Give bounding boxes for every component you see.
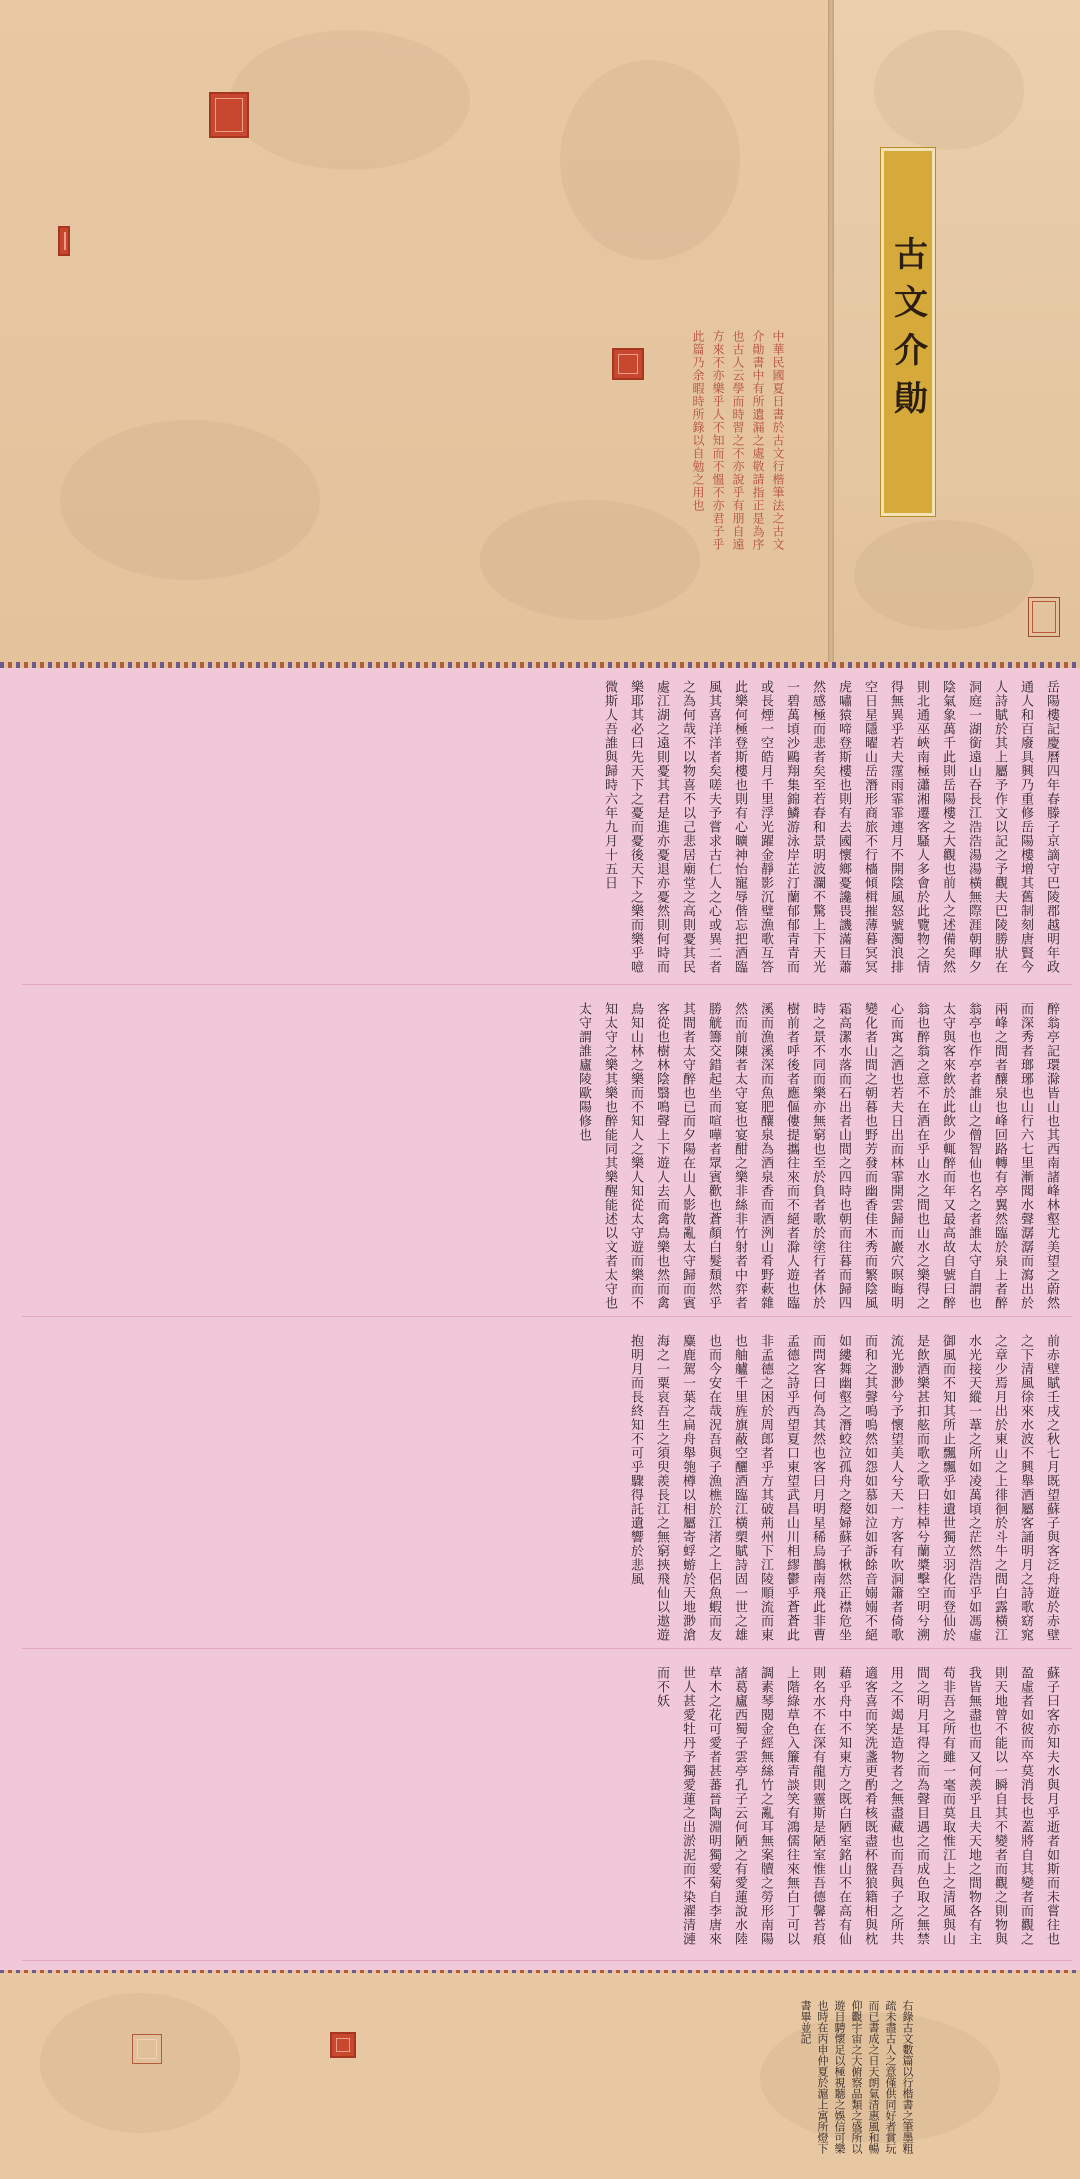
seal-stamp-outline — [1028, 597, 1060, 637]
red-seal-stamp — [330, 2032, 356, 2058]
panel-text: 前赤壁賦壬戌之秋七月既望蘇子與客泛舟遊於赤壁之下清風徐來水波不興舉酒屬客誦明月之詩歌窈窕之章少焉月出於東山之上徘徊於斗牛之間白露橫江水光接天縱一葦之所如凌萬頃之茫然浩浩乎如馮虛御風而不知其所止飄飄乎如遺世獨立羽化而登仙於是飲酒樂甚扣舷而歌之歌曰桂棹兮蘭槳擊空明兮溯流光渺渺兮予懷望美人兮天一方客有吹洞簫者倚歌而和之其聲嗚嗚然如怨如慕如泣如訴餘音嫋嫋不絕如縷舞幽壑之潛蛟泣孤舟之嫠婦蘇子愀然正襟危坐而問客曰何為其然也客曰月明星稀烏鵲南飛此非曹孟德之詩乎西望夏口東望武昌山川相繆鬱乎蒼蒼此非孟德之困於周郎者乎方其破荊州下江陵順流而東也舳艫千里旌旗蔽空釃酒臨江橫槊賦詩固一世之雄也而今安在哉況吾與子漁樵於江渚之上侶魚蝦而友麋鹿駕一葉之扁舟舉匏樽以相屬寄蜉蝣於天地渺滄海之一粟哀吾生之須臾羨長江之無窮挾飛仙以遨遊抱明月而長終知不可乎驟得託遺響於悲風 — [628, 1334, 1059, 1642]
scroll-panel-4 — [22, 1660, 1072, 1961]
red-seal-stamp — [58, 226, 70, 256]
paper-stain — [560, 60, 740, 260]
paper-stain — [874, 30, 1024, 150]
scroll-panel-3 — [22, 1328, 1072, 1649]
scroll-panel-1 — [22, 674, 1072, 985]
red-seal-stamp — [209, 92, 249, 138]
seal-stamp-outline — [132, 2034, 162, 2064]
panel-text: 岳陽樓記慶曆四年春滕子京謫守巴陵郡越明年政通人和百廢具興乃重修岳陽樓增其舊制刻唐賢今人詩賦於其上屬予作文以記之予觀夫巴陵勝狀在洞庭一湖銜遠山吞長江浩浩湯湯橫無際涯朝暉夕陰氣象萬千此則岳陽樓之大觀也前人之述備矣然則北通巫峽南極瀟湘遷客騷人多會於此覽物之情得無異乎若夫霪雨霏霏連月不開陰風怒號濁浪排空日星隱曜山岳潛形商旅不行檣傾楫摧薄暮冥冥虎嘯猿啼登斯樓也則有去國懷鄉憂讒畏譏滿目蕭然感極而悲者矣至若春和景明波瀾不驚上下天光一碧萬頃沙鷗翔集錦鱗游泳岸芷汀蘭郁郁青青而或長煙一空皓月千里浮光躍金靜影沉璧漁歌互答此樂何極登斯樓也則有心曠神怡寵辱偕忘把酒臨風其喜洋洋者矣嗟夫予嘗求古仁人之心或異二者之為何哉不以物喜不以己悲居廟堂之高則憂其民處江湖之遠則憂其君是進亦憂退亦憂然則何時而樂耶其必曰先天下之憂而憂後天下之樂而樂乎噫微斯人吾誰與歸時六年九月十五日 — [602, 680, 1059, 974]
intro-calligraphy: 中華民國夏日書於古文行楷筆法之古文介勛書中有所遺漏之處敬請指正是為序也古人云學而時習之不亦說乎有朋自遠方來不亦樂乎人不知而不慍不亦君子乎此篇乃余暇時所錄以自勉之用也 — [691, 330, 785, 551]
title-panel — [834, 0, 1080, 668]
colophon-calligraphy: 右錄古文數篇以行楷書之筆墨粗疏未盡古人之意僅供同好者賞玩而已書成之日天朗氣清惠風和暢仰觀宇宙之大俯察品類之盛所以遊目騁懷足以極視聽之娛信可樂也時在丙申仲夏於滬上寓所燈下書畢並記 — [799, 2000, 914, 2154]
title-strip — [881, 148, 935, 516]
calligraphy-scroll — [0, 668, 1080, 1973]
paper-stain — [230, 30, 470, 170]
scroll-title: 古文介勛 — [887, 236, 928, 428]
paper-stain — [854, 520, 1034, 630]
panel-text: 蘇子曰客亦知夫水與月乎逝者如斯而未嘗往也盈虛者如彼而卒莫消長也蓋將自其變者而觀之則天地曾不能以一瞬自其不變者而觀之則物與我皆無盡也而又何羨乎且夫天地之間物各有主苟非吾之所有雖一毫而莫取惟江上之清風與山間之明月耳得之而為聲目遇之而成色取之無禁用之不竭是造物者之無盡藏也而吾與子之所共適客喜而笑洗盞更酌肴核既盡杯盤狼籍相與枕藉乎舟中不知東方之既白陋室銘山不在高有仙則名水不在深有龍則靈斯是陋室惟吾德馨苔痕上階綠草色入簾青談笑有鴻儒往來無白丁可以調素琴閱金經無絲竹之亂耳無案牘之勞形南陽諸葛廬西蜀子雲亭孔子云何陋之有愛蓮說水陸草木之花可愛者甚蕃晉陶淵明獨愛菊自李唐來世人甚愛牡丹予獨愛蓮之出淤泥而不染濯清漣而不妖 — [654, 1666, 1059, 1946]
panel-text: 醉翁亭記環滁皆山也其西南諸峰林壑尤美望之蔚然而深秀者瑯琊也山行六七里漸聞水聲潺潺而瀉出於兩峰之間者釀泉也峰回路轉有亭翼然臨於泉上者醉翁亭也作亭者誰山之僧智仙也名之者誰太守自謂也太守與客來飲於此飲少輒醉而年又最高故自號曰醉翁也醉翁之意不在酒在乎山水之間也山水之樂得之心而寓之酒也若夫日出而林霏開雲歸而巖穴暝晦明變化者山間之朝暮也野芳發而幽香佳木秀而繁陰風霜高潔水落而石出者山間之四時也朝而往暮而歸四時之景不同而樂亦無窮也至於負者歌於塗行者休於樹前者呼後者應傴僂提攜往來而不絕者滁人遊也臨溪而漁溪深而魚肥釀泉為酒泉香而酒洌山肴野蔌雜然而前陳者太守宴也宴酣之樂非絲非竹射者中弈者勝觥籌交錯起坐而喧嘩者眾賓歡也蒼顏白髮頹然乎其間者太守醉也已而夕陽在山人影散亂太守歸而賓客從也樹林陰翳鳴聲上下遊人去而禽鳥樂也然而禽鳥知山林之樂而不知人之樂人知從太守遊而樂而不知太守之樂其樂也醉能同其樂醒能述以文者太守也太守謂誰廬陵歐陽修也 — [576, 1002, 1059, 1310]
scroll-panel-2 — [22, 996, 1072, 1317]
